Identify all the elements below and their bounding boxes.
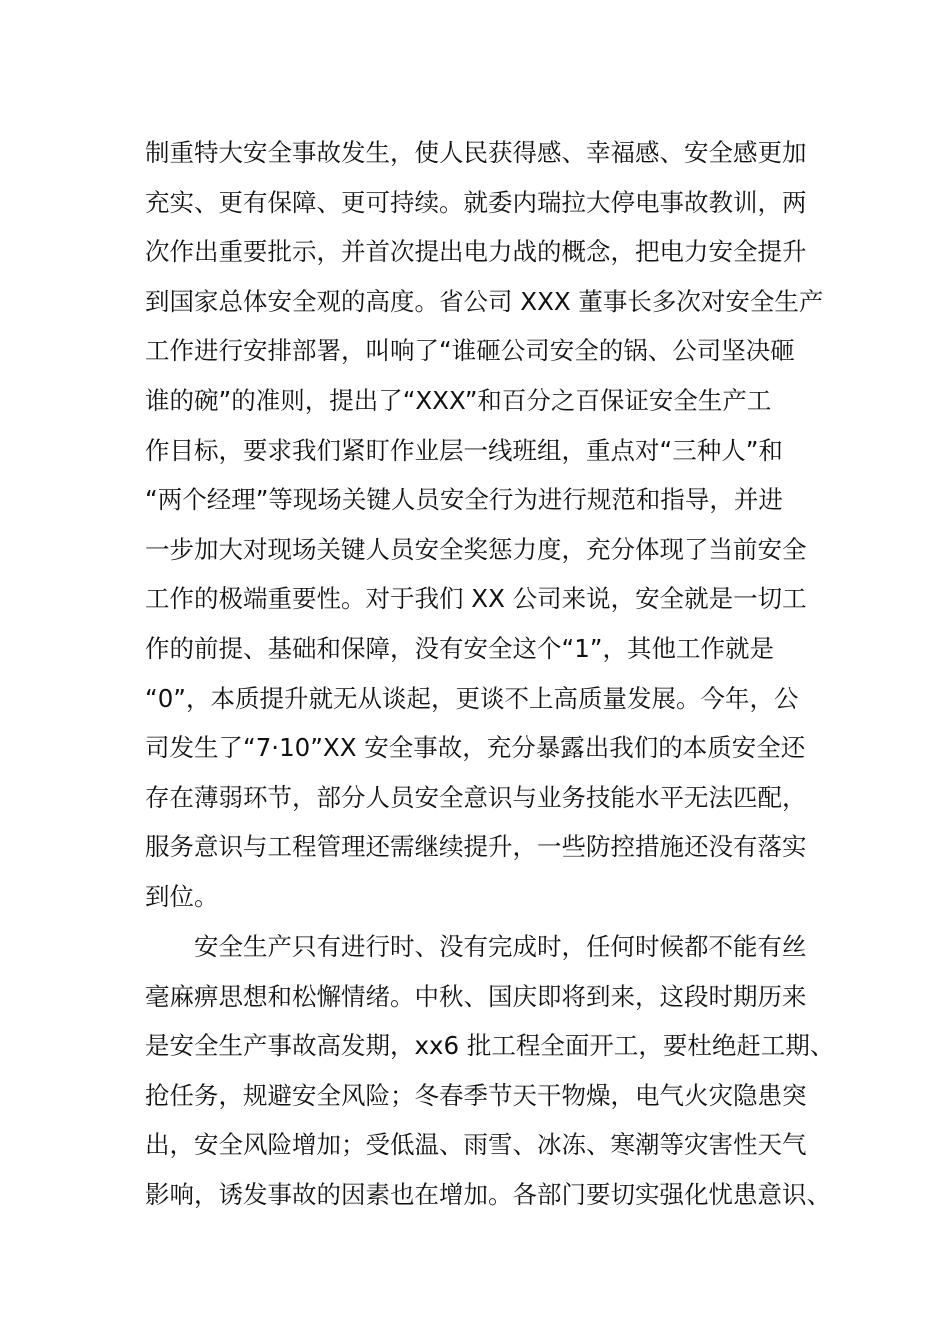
text-line: 工作的极端重要性。对于我们 XX 公司来说，安全就是一切工	[145, 584, 807, 614]
paragraph	[145, 128, 825, 922]
text-line: 到位。	[145, 881, 219, 911]
text-line: 司发生了“7·10”XX 安全事故，充分暴露出我们的本质安全还	[145, 733, 806, 763]
text-line: 谁的碗”的准则，提出了“XXX”和百分之百保证安全生产工	[145, 385, 772, 415]
text-line: 制重特大安全事故发生，使人民获得感、幸福感、安全感更加	[145, 138, 807, 167]
text-line: 出，安全风险增加；受低温、雨雪、冰冻、寒潮等灾害性天气	[145, 1130, 807, 1160]
text-line: 存在薄弱环节，部分人员安全意识与业务技能水平无法匹配，	[145, 782, 807, 812]
text-line: 工作进行安排部署，叫响了“谁砸公司安全的锅、公司坚决砸	[145, 336, 795, 366]
paragraph	[145, 922, 835, 1220]
text-line: 作的前提、基础和保障，没有安全这个“1”，其他工作就是	[145, 633, 774, 663]
text-line: “0”，本质提升就无从谈起，更谈不上高质量发展。今年，公	[145, 683, 799, 713]
text-line: 一步加大对现场关键人员安全奖惩力度，充分体现了当前安全	[145, 534, 807, 564]
text-line: 影响，诱发事故的因素也在增加。各部门要切实强化忧患意识、	[145, 1179, 831, 1209]
text-line: 次作出重要批示，并首次提出电力战的概念，把电力安全提升	[145, 237, 807, 267]
text-line: 充实、更有保障、更可持续。就委内瑞拉大停电事故教训，两	[145, 187, 807, 217]
text-line: 服务意识与工程管理还需继续提升，一些防控措施还没有落实	[145, 832, 807, 862]
text-line: 是安全生产事故高发期，xx6 批工程全面开工，要杜绝赶工期、	[145, 1031, 835, 1061]
text-line: 抢任务，规避安全风险；冬春季节天干物燥，电气火灾隐患突	[145, 1080, 807, 1110]
text-line: 安全生产只有进行时、没有完成时，任何时候都不能有丝	[194, 932, 807, 961]
text-line: 毫麻痹思想和松懈情绪。中秋、国庆即将到来，这段时期历来	[145, 981, 807, 1011]
text-line: 到国家总体安全观的高度。省公司 XXX 董事长多次对安全生产	[145, 286, 824, 316]
text-line: “两个经理”等现场关键人员安全行为进行规范和指导，并进	[145, 485, 783, 515]
text-line: 作目标，要求我们紧盯作业层一线班组，重点对“三种人”和	[145, 435, 783, 465]
